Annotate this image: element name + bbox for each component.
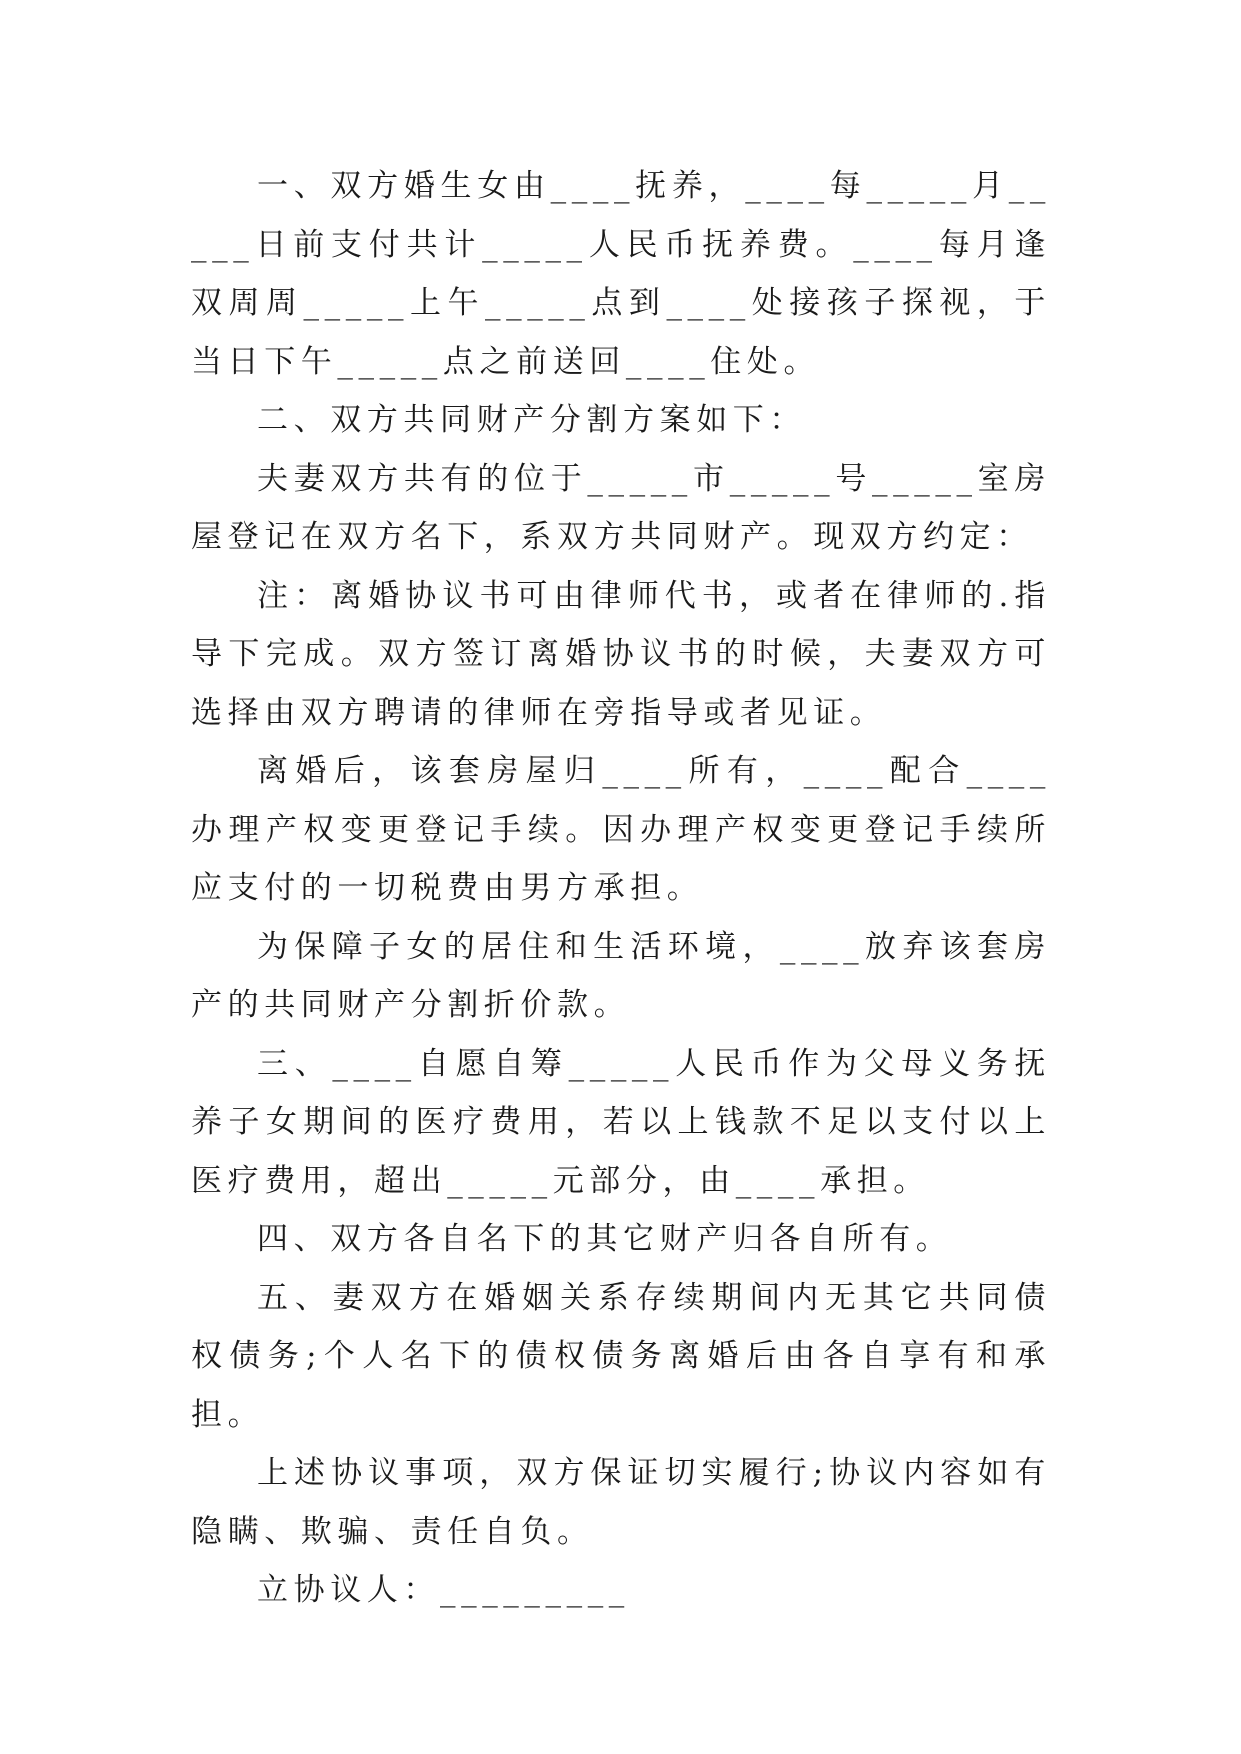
clause-debts: 五、妻双方在婚姻关系存续期间内无其它共同债权债务;个人名下的债权债务离婚后由各自享有和承担。 [191, 1279, 1051, 1433]
clause-child-custody: 一、双方婚生女由____抚养，____每_____月_____日前支付共计_____人民币抚养费。____每月逢双周周_____上午_____点到____处接孩子探视，于当日下午_____点之前送回____住处。 [191, 168, 1051, 380]
document-body [191, 157, 1051, 1620]
clause-house-ownership: 离婚后，该套房屋归____所有，____配合____办理产权变更登记手续。因办理产权变更登记手续所应支付的一切税费由男方承担。 [191, 753, 1051, 906]
clause-property-heading: 二、双方共同财产分割方案如下： [257, 402, 806, 438]
clause-guarantee: 上述协议事项，双方保证切实履行;协议内容如有隐瞒、欺骗、责任自负。 [191, 1455, 1051, 1550]
signatory-line: 立协议人：_________ [257, 1572, 630, 1608]
clause-house-waiver: 为保障子女的居住和生活环境，____放弃该套房产的共同财产分割折价款。 [191, 928, 1051, 1023]
clause-medical-expenses: 三、____自愿自筹_____人民币作为父母义务抚养子女期间的医疗费用，若以上钱款不足以支付以上医疗费用，超出_____元部分，由____承担。 [191, 1045, 1051, 1199]
clause-separate-property: 四、双方各自名下的其它财产归各自所有。 [257, 1221, 953, 1257]
clause-property-house: 夫妻双方共有的位于_____市_____号_____室房屋登记在双方名下，系双方共同财产。现双方约定： [191, 460, 1051, 555]
note-lawyer: 注：离婚协议书可由律师代书，或者在律师的.指导下完成。双方签订离婚协议书的时候，夫妻双方可选择由双方聘请的律师在旁指导或者见证。 [191, 577, 1051, 731]
